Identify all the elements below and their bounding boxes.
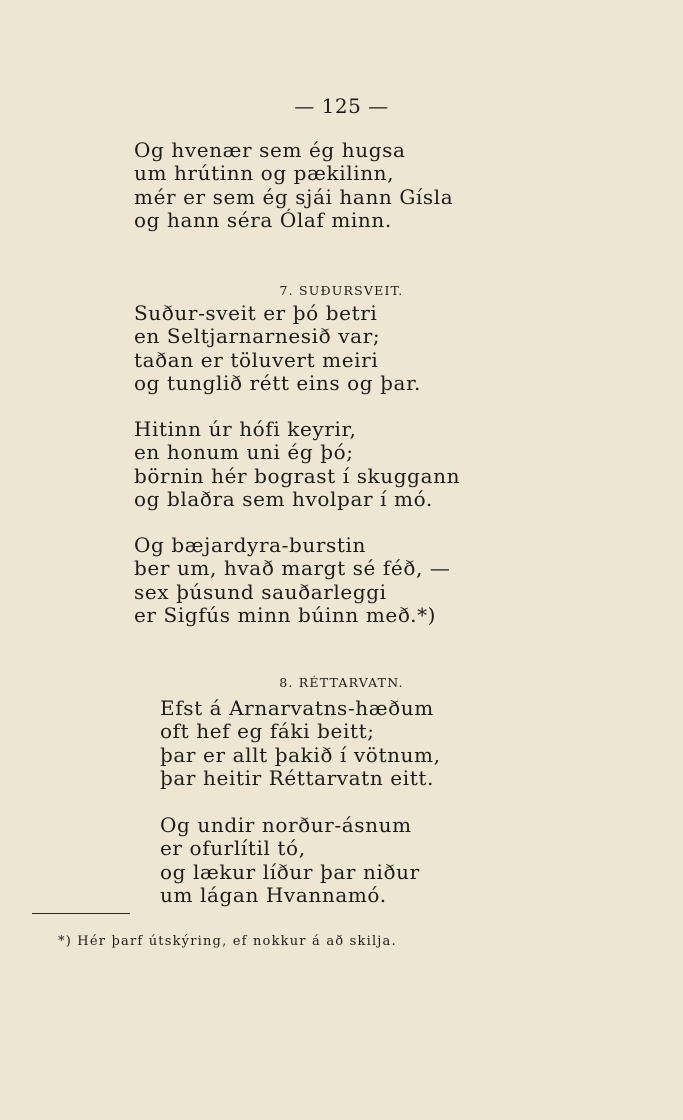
verse-line: og tunglið rétt eins og þar. [134,371,422,396]
verse-line: sex þúsund sauðarleggi [134,579,387,604]
verse-line: Efst á Arnarvatns-hæðum [160,696,434,720]
verse-line: er ofurlítil tó, [160,836,306,861]
verse-line: er Sigfús minn búinn með.*) [134,603,437,628]
verse-line: börnin hér bograst í skuggann [134,463,461,488]
verse-line: oft hef eg fáki beitt; [160,719,375,744]
verse-line: Og bæjardyra-burstin [134,533,367,557]
section-7-stanza-2 [134,418,460,512]
verse-line: Hitinn úr hófi keyrir, [134,417,357,441]
verse-line: þar er allt þakið í vötnum, [160,742,441,767]
section-heading-8: 8. RÉTTARVATN. [279,675,404,690]
verse-line: Og hvenær sem ég hugsa [134,138,406,162]
verse-line: þar heitir Réttarvatn eitt. [160,766,434,791]
verse-line: og blaðra sem hvolpar í mó. [134,487,433,512]
verse-line: mér er sem ég sjái hann Gísla [134,184,454,209]
verse-line: og lækur líður þar niður [160,859,420,884]
verse-line: taðan er töluvert meiri [134,347,379,372]
poem-stanza-1 [134,139,453,233]
verse-line: um hrútinn og pækilinn, [134,161,395,186]
verse-line: Og undir norður-ásnum [160,813,412,837]
verse-line: ber um, hvað margt sé féð, — [134,556,451,581]
section-7-stanza-3 [134,534,451,628]
verse-line: en honum uni ég þó; [134,440,354,465]
section-heading-7: 7. SUÐURSVEIT. [279,283,404,298]
verse-line: en Seltjarnarnesið var; [134,324,381,349]
verse-line: Suður-sveit er þó betri [134,301,378,325]
verse-line: um lágan Hvannamó. [160,883,387,908]
page-number: — 125 — [294,94,389,118]
section-7-stanza-1 [134,302,421,396]
section-8-stanza-1 [160,697,441,791]
section-8-stanza-2 [160,814,420,908]
verse-line: og hann séra Ólaf minn. [134,208,392,233]
footnote: *) Hér þarf útskýring, ef nokkur á að skilja. [58,934,397,949]
footnote-divider [32,913,130,914]
